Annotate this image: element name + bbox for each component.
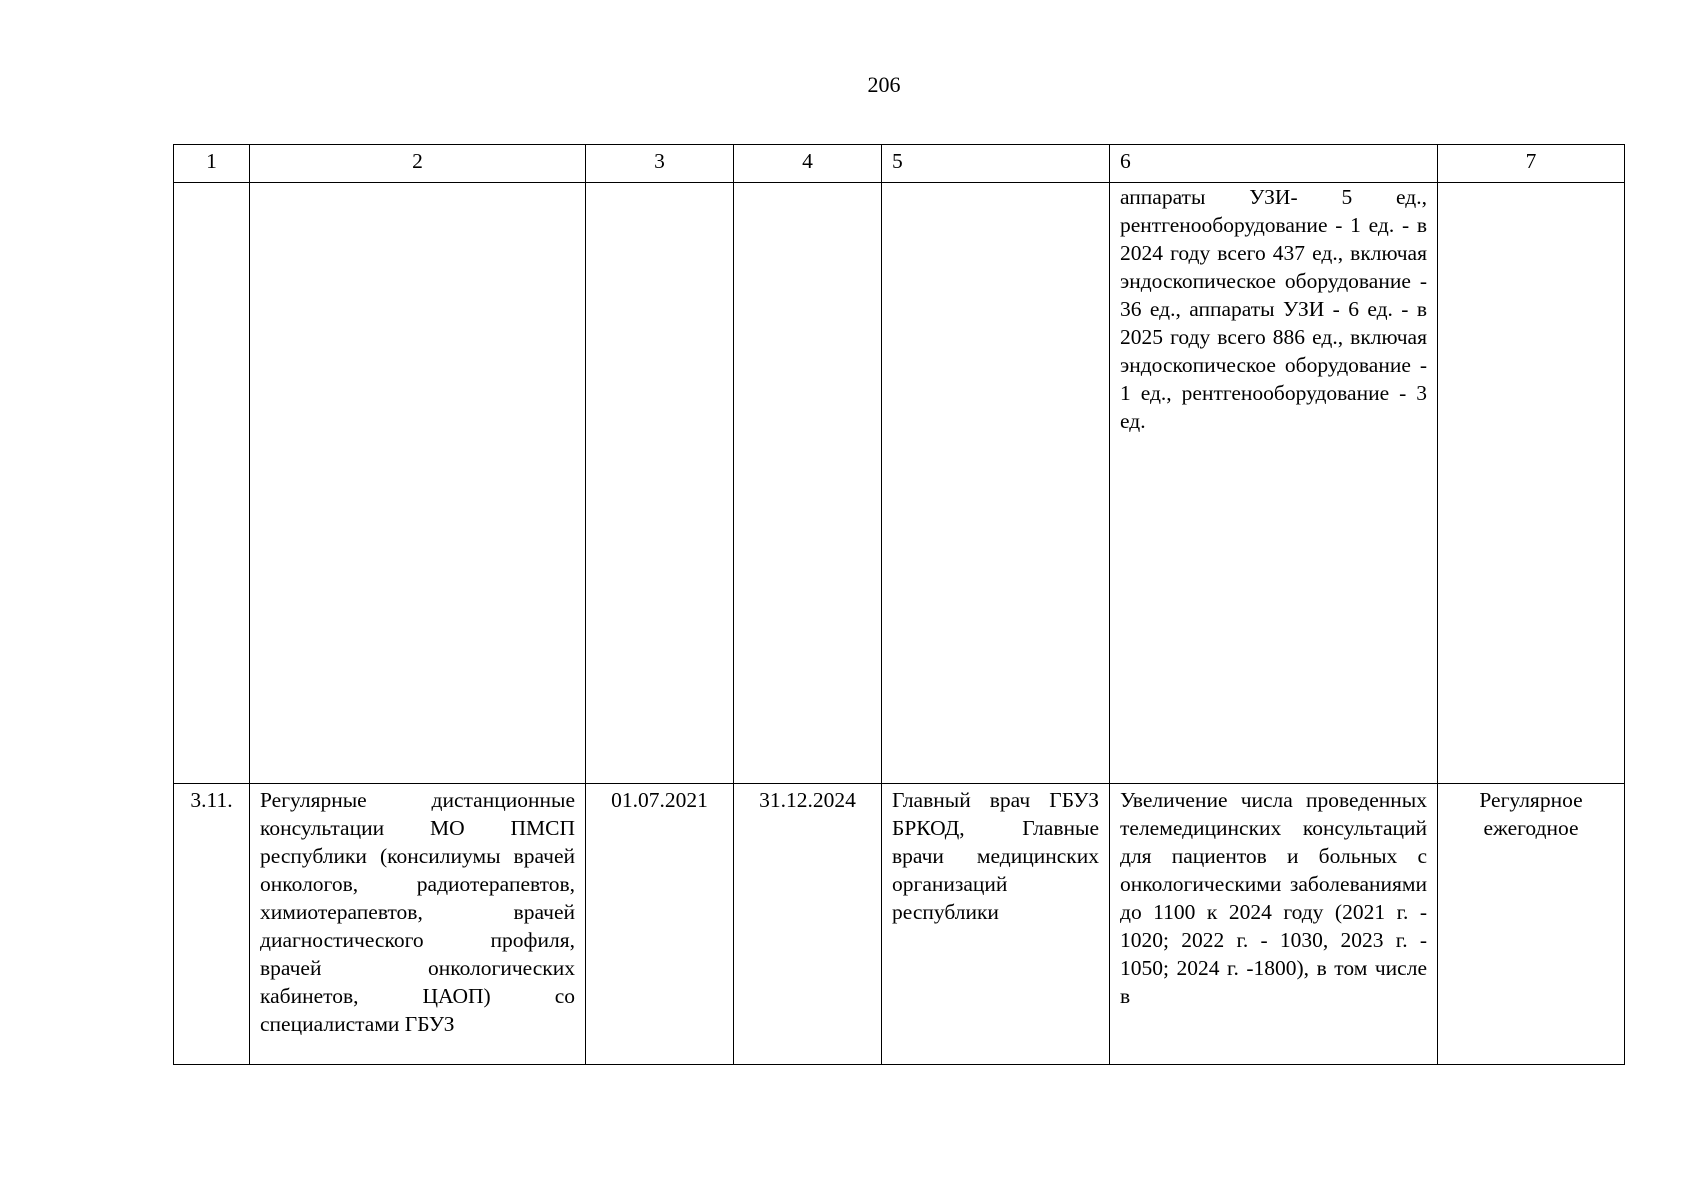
row-end-date: 31.12.2024 — [734, 784, 882, 1065]
continued-col-2 — [250, 183, 586, 784]
header-col-3: 3 — [586, 145, 734, 183]
header-col-4: 4 — [734, 145, 882, 183]
table-row-continued — [174, 183, 1625, 784]
header-col-1: 1 — [174, 145, 250, 183]
header-col-7: 7 — [1438, 145, 1625, 183]
header-col-6: 6 — [1110, 145, 1438, 183]
continued-col-6-equipment: аппараты УЗИ- 5 ед., рентгенооборудование - 1 ед. - в 2024 году всего 437 ед., включая эндоскопическое оборудование - 36 ед., аппараты УЗИ - 6 ед. - в 2025 году всего 886 ед., включая эндоскопическое оборудование - 1 ед., рентгенооборудование - 3 ед. — [1110, 183, 1438, 784]
continued-col-1 — [174, 183, 250, 784]
page-number: 206 — [867, 72, 901, 97]
row-description: Регулярные дистанционные консультации МО ПМСП республики (консилиумы врачей онкологов, радиотерапевтов, химиотерапевтов, врачей диагностического профиля, врачей онкологических кабинетов, ЦАОП) со специалистами ГБУЗ — [250, 784, 586, 1065]
header-row — [174, 145, 1625, 183]
continued-col-3 — [586, 183, 734, 784]
continued-col-4 — [734, 183, 882, 784]
continued-col-7 — [1438, 183, 1625, 784]
continued-col-5 — [882, 183, 1110, 784]
header-col-2: 2 — [250, 145, 586, 183]
row-start-date: 01.07.2021 — [586, 784, 734, 1065]
row-periodicity: Регулярное ежегодное — [1438, 784, 1625, 1065]
row-responsible: Главный врач ГБУЗ БРКОД, Главные врачи медицинских организаций республики — [882, 784, 1110, 1065]
header-col-5: 5 — [882, 145, 1110, 183]
plan-table — [173, 144, 1625, 1065]
table-row-3-11 — [174, 784, 1625, 1065]
row-result: Увеличение числа проведенных телемедицинских консультаций для пациентов и больных с онкологическими заболеваниями до 1100 к 2024 году (2021 г. - 1020; 2022 г. - 1030, 2023 г. - 1050; 2024 г. -1800), в том числе в — [1110, 784, 1438, 1065]
row-number: 3.11. — [174, 784, 250, 1065]
